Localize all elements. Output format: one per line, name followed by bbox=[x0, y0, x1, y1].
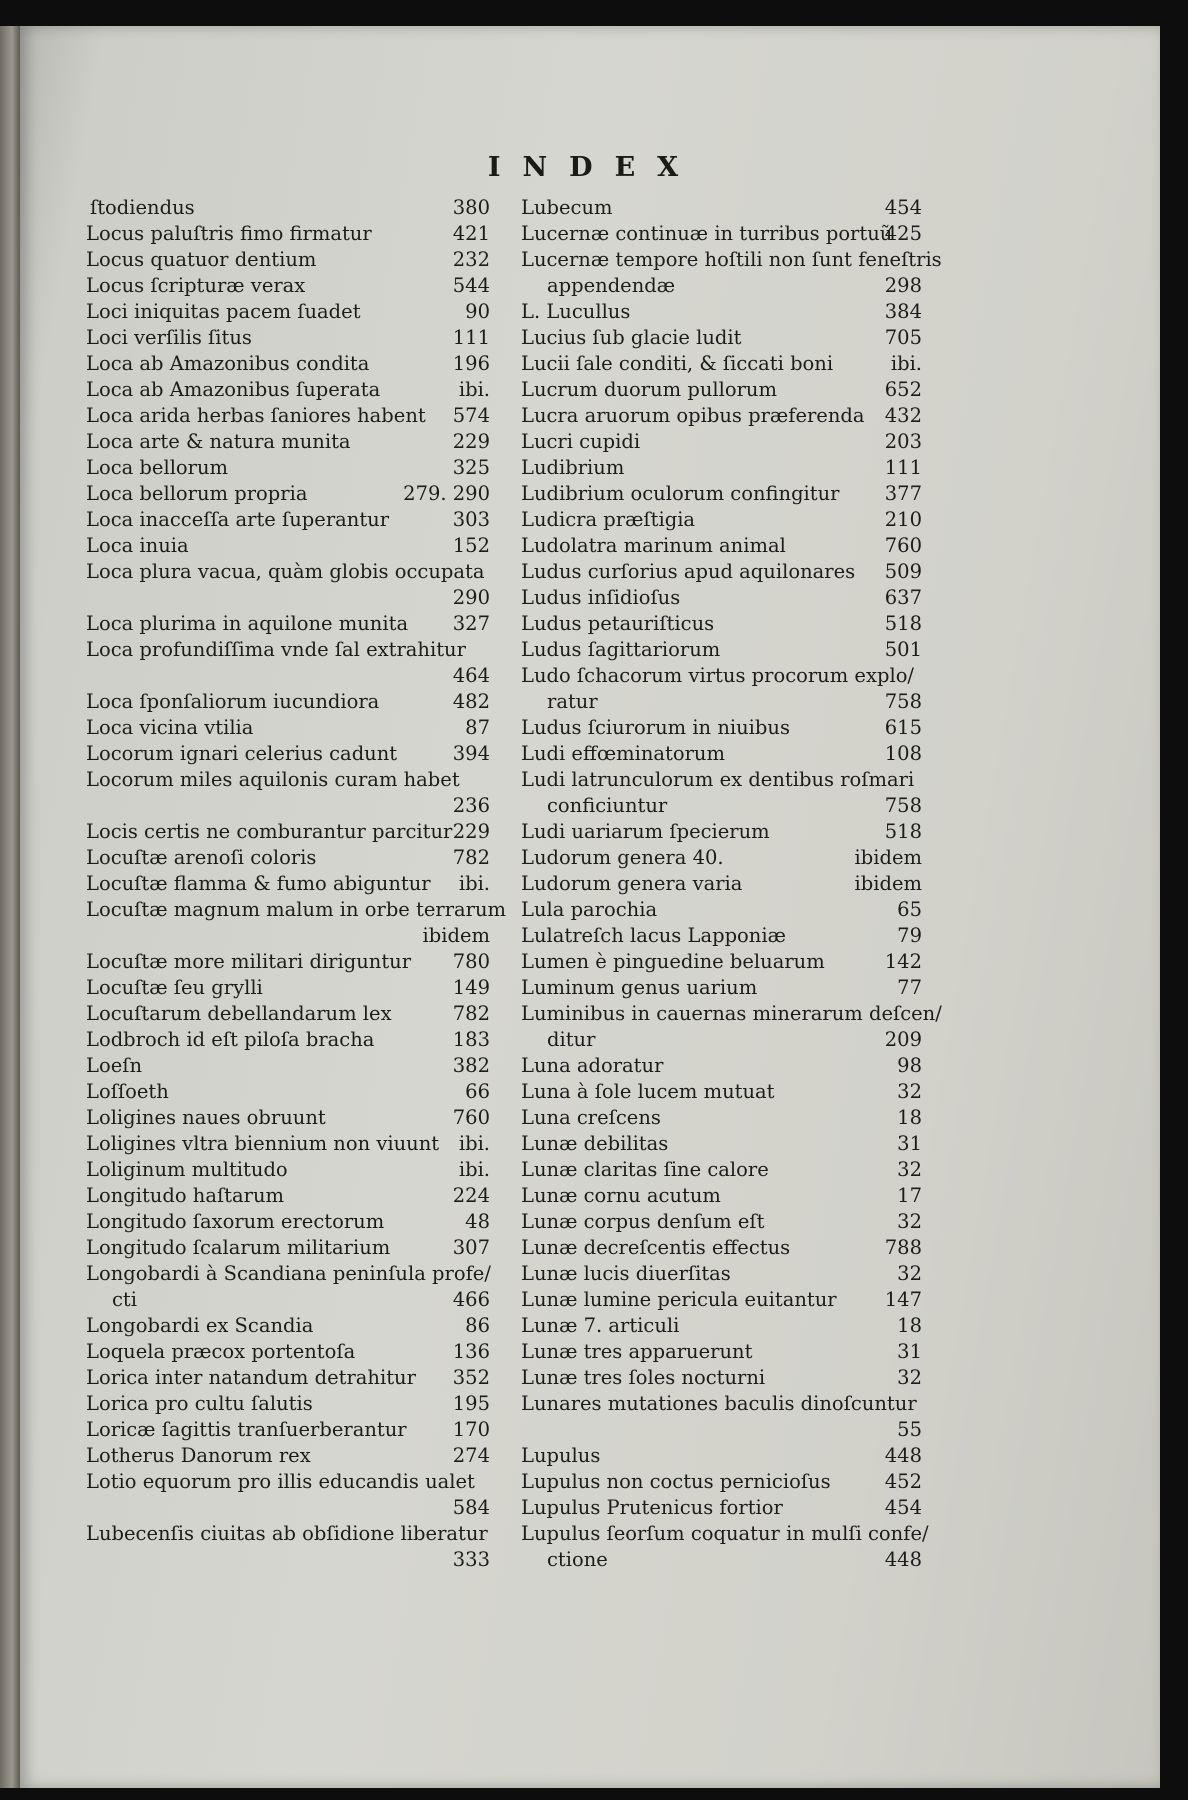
entry-term: Locus quatuor dentium bbox=[86, 248, 317, 271]
index-entry bbox=[521, 1235, 922, 1261]
entry-term: Ludus ſagittariorum bbox=[521, 638, 721, 661]
entry-term: Loligines vltra biennium non viuunt bbox=[86, 1132, 440, 1155]
entry-page: 111 bbox=[452, 326, 490, 349]
index-entry bbox=[86, 325, 490, 351]
entry-page: 32 bbox=[897, 1158, 922, 1181]
entry-term: Locuſtæ arenoſi coloris bbox=[86, 846, 317, 869]
entry-term: Loci iniquitas pacem ſuadet bbox=[86, 300, 361, 323]
index-entry bbox=[86, 455, 490, 481]
entry-term: Locuſtæ ſeu grylli bbox=[86, 976, 263, 999]
entry-term: Ludibrium bbox=[521, 456, 625, 479]
entry-page: 454 bbox=[884, 1496, 922, 1519]
index-entry bbox=[521, 1365, 922, 1391]
entry-term: Loliginum multitudo bbox=[86, 1158, 288, 1181]
entry-term: Loca inuia bbox=[86, 534, 189, 557]
index-entry bbox=[521, 611, 922, 637]
entry-page: 79 bbox=[897, 924, 922, 947]
index-entry bbox=[86, 897, 507, 949]
entry-page: 584 bbox=[452, 1496, 490, 1519]
entry-term: Lunæ tres apparuerunt bbox=[521, 1340, 753, 1363]
entry-page: 290 bbox=[452, 586, 490, 609]
entry-term: Lorica pro cultu ſalutis bbox=[86, 1392, 313, 1415]
index-entry bbox=[86, 1235, 490, 1261]
entry-term: Luna adoratur bbox=[521, 1054, 664, 1077]
index-entry bbox=[86, 1339, 490, 1365]
index-entry bbox=[86, 533, 490, 559]
index-entry bbox=[86, 949, 490, 975]
entry-term: Luna creſcens bbox=[521, 1106, 661, 1129]
entry-term: Longitudo haſtarum bbox=[86, 1184, 285, 1207]
entry-page: 31 bbox=[897, 1340, 922, 1363]
index-entry bbox=[521, 1157, 922, 1183]
entry-page: 518 bbox=[884, 820, 922, 843]
entry-page: ibidem bbox=[422, 924, 490, 947]
index-entry bbox=[521, 1053, 922, 1079]
index-entry bbox=[521, 1131, 922, 1157]
index-entry bbox=[86, 741, 490, 767]
entry-page: 229 bbox=[452, 430, 490, 453]
index-entry bbox=[86, 1105, 490, 1131]
index-entry bbox=[86, 689, 490, 715]
entry-page: 327 bbox=[452, 612, 490, 635]
entry-term: Luna à ſole lucem mutuat bbox=[521, 1080, 775, 1103]
entry-term: Ludicra præſtigia bbox=[521, 508, 696, 531]
entry-page: 86 bbox=[465, 1314, 490, 1337]
entry-page: 303 bbox=[452, 508, 490, 531]
index-entry bbox=[86, 1469, 490, 1521]
index-entry bbox=[86, 637, 490, 689]
index-entry bbox=[521, 741, 922, 767]
entry-page: 380 bbox=[452, 196, 490, 219]
entry-page: 574 bbox=[452, 404, 490, 427]
entry-term: Lodbroch id eſt piloſa bracha bbox=[86, 1028, 375, 1051]
entry-page: 32 bbox=[897, 1366, 922, 1389]
index-entry bbox=[521, 1183, 922, 1209]
entry-term: Lucius ſub glacie ludit bbox=[521, 326, 742, 349]
entry-term: Ludus inſidioſus bbox=[521, 586, 681, 609]
entry-term: Ludolatra marinum animal bbox=[521, 534, 786, 557]
index-entry bbox=[86, 1313, 490, 1339]
entry-term: Lucri cupidi bbox=[521, 430, 641, 453]
entry-page: 384 bbox=[884, 300, 922, 323]
entry-page: 307 bbox=[452, 1236, 490, 1259]
entry-page: 229 bbox=[452, 820, 490, 843]
entry-page: 758 bbox=[884, 690, 922, 713]
entry-page: 452 bbox=[884, 1470, 922, 1493]
entry-page: 224 bbox=[452, 1184, 490, 1207]
entry-term: Loci verſilis ſitus bbox=[86, 326, 252, 349]
index-entry bbox=[86, 819, 490, 845]
index-entry bbox=[521, 845, 922, 871]
entry-page: 509 bbox=[884, 560, 922, 583]
entry-term: Loricæ ſagittis tranſuerberantur bbox=[86, 1418, 407, 1441]
index-entry bbox=[86, 481, 490, 507]
entry-term: Ludi effœminatorum bbox=[521, 742, 725, 765]
entry-term: Loca ab Amazonibus condita bbox=[86, 352, 370, 375]
entry-term: Loca arida herbas ſaniores habent bbox=[86, 404, 426, 427]
index-entry bbox=[521, 507, 922, 533]
entry-term: Lupulus bbox=[521, 1444, 601, 1467]
entry-page: 615 bbox=[884, 716, 922, 739]
entry-term: Lumen è pinguedine beluarum bbox=[521, 950, 825, 973]
index-entry bbox=[86, 273, 490, 299]
index-entry bbox=[521, 585, 922, 611]
index-entry bbox=[86, 1365, 490, 1391]
entry-continuation: appendendæ bbox=[547, 274, 676, 297]
entry-page: 448 bbox=[884, 1548, 922, 1571]
index-column-left bbox=[86, 195, 507, 1573]
index-entry bbox=[521, 1391, 922, 1443]
entry-page: 236 bbox=[452, 794, 490, 817]
entry-page: ibi. bbox=[890, 352, 922, 375]
entry-term: Longobardi ex Scandia bbox=[86, 1314, 314, 1337]
index-entry bbox=[86, 1079, 490, 1105]
entry-page: 780 bbox=[452, 950, 490, 973]
index-entry bbox=[86, 299, 490, 325]
entry-term: Loca bellorum bbox=[86, 456, 229, 479]
index-entry bbox=[521, 715, 922, 741]
entry-term: Locuſtæ magnum malum in orbe terrarum bbox=[86, 898, 507, 921]
entry-term: Lupulus non coctus pernicioſus bbox=[521, 1470, 831, 1493]
index-entry bbox=[86, 247, 490, 273]
index-entry bbox=[521, 1521, 929, 1573]
entry-page: 501 bbox=[884, 638, 922, 661]
entry-page: 782 bbox=[452, 846, 490, 869]
entry-page: 32 bbox=[897, 1210, 922, 1233]
entry-page: 90 bbox=[465, 300, 490, 323]
entry-term: Ludus curſorius apud aquilonares bbox=[521, 560, 856, 583]
index-entry bbox=[521, 1001, 942, 1053]
entry-page: 432 bbox=[884, 404, 922, 427]
entry-term: Lula parochia bbox=[521, 898, 658, 921]
entry-page: 421 bbox=[452, 222, 490, 245]
index-entry bbox=[521, 247, 942, 299]
entry-term: Ludi uariarum ſpecierum bbox=[521, 820, 770, 843]
entry-page: 87 bbox=[465, 716, 490, 739]
index-column-right bbox=[521, 195, 942, 1573]
index-entry bbox=[521, 429, 922, 455]
entry-term: Lucrum duorum pullorum bbox=[521, 378, 777, 401]
entry-page: 18 bbox=[897, 1314, 922, 1337]
index-entry bbox=[521, 819, 922, 845]
entry-term: Ludi latrunculorum ex dentibus roſmari bbox=[521, 768, 915, 791]
entry-page: 209 bbox=[884, 1028, 922, 1051]
entry-term: Ludo ſchacorum virtus procorum explo/ bbox=[521, 664, 914, 687]
entry-page: 55 bbox=[897, 1418, 922, 1441]
entry-term: Loca bellorum propria bbox=[86, 482, 308, 505]
entry-term: Lunæ lucis diuerſitas bbox=[521, 1262, 731, 1285]
entry-term: Lotio equorum pro illis educandis ualet bbox=[86, 1470, 475, 1493]
index-entry bbox=[521, 1105, 922, 1131]
index-entry bbox=[86, 377, 490, 403]
entry-term: Loca vicina vtilia bbox=[86, 716, 254, 739]
entry-term: Loca ab Amazonibus ſuperata bbox=[86, 378, 381, 401]
entry-term: Loca profundiſſima vnde ſal extrahitur bbox=[86, 638, 466, 661]
entry-page: 77 bbox=[897, 976, 922, 999]
entry-term: Lulatreſch lacus Lapponiæ bbox=[521, 924, 786, 947]
entry-term: Ludorum genera varia bbox=[521, 872, 743, 895]
index-entry bbox=[86, 351, 490, 377]
index-entry bbox=[521, 1339, 922, 1365]
entry-page: 325 bbox=[452, 456, 490, 479]
entry-page: 147 bbox=[884, 1288, 922, 1311]
entry-term: Lunæ 7. articuli bbox=[521, 1314, 680, 1337]
entry-term: L. Lucullus bbox=[521, 300, 631, 323]
entry-page: 454 bbox=[884, 196, 922, 219]
entry-page: 382 bbox=[452, 1054, 490, 1077]
entry-page: 760 bbox=[452, 1106, 490, 1129]
page-title: INDEX bbox=[487, 152, 701, 183]
entry-continuation: conficiuntur bbox=[547, 794, 668, 817]
entry-page: 17 bbox=[897, 1184, 922, 1207]
entry-term: Lotherus Danorum rex bbox=[86, 1444, 311, 1467]
entry-term: Locorum miles aquilonis curam habet bbox=[86, 768, 460, 791]
entry-term: Loca arte & natura munita bbox=[86, 430, 351, 453]
index-entry bbox=[86, 1521, 490, 1573]
entry-continuation: ctione bbox=[547, 1548, 608, 1571]
entry-term: Lucii ſale conditi, & ſiccati boni bbox=[521, 352, 834, 375]
entry-page: 758 bbox=[884, 794, 922, 817]
index-entry bbox=[86, 975, 490, 1001]
index-entry bbox=[521, 871, 922, 897]
entry-term: Lupulus ſeorſum coquatur in mulſi confe/ bbox=[521, 1522, 929, 1545]
index-entry bbox=[86, 767, 490, 819]
entry-page: 425 bbox=[884, 222, 922, 245]
entry-page: 111 bbox=[884, 456, 922, 479]
entry-page: 788 bbox=[884, 1236, 922, 1259]
entry-term: Ludus ſciurorum in niuibus bbox=[521, 716, 790, 739]
entry-term: Loſſoeth bbox=[86, 1080, 169, 1103]
entry-page: 152 bbox=[452, 534, 490, 557]
entry-page: 352 bbox=[452, 1366, 490, 1389]
entry-page: 377 bbox=[884, 482, 922, 505]
entry-term: Loligines naues obruunt bbox=[86, 1106, 326, 1129]
index-entry bbox=[521, 1209, 922, 1235]
entry-term: Longitudo ſcalarum militarium bbox=[86, 1236, 391, 1259]
entry-term: Loquela præcox portentoſa bbox=[86, 1340, 356, 1363]
entry-page: 196 bbox=[452, 352, 490, 375]
entry-page: 195 bbox=[452, 1392, 490, 1415]
index-entry bbox=[86, 1443, 490, 1469]
index-entry bbox=[86, 1261, 490, 1313]
index-entry bbox=[521, 351, 922, 377]
entry-page: 66 bbox=[465, 1080, 490, 1103]
index-entry bbox=[86, 507, 490, 533]
index-entry bbox=[521, 975, 922, 1001]
index-entry bbox=[86, 1053, 490, 1079]
entry-page: 232 bbox=[452, 248, 490, 271]
entry-term: Lunæ decreſcentis effectus bbox=[521, 1236, 791, 1259]
index-entry bbox=[86, 1183, 490, 1209]
index-entry bbox=[86, 715, 490, 741]
entry-page: ibidem bbox=[854, 872, 922, 895]
index-entry bbox=[86, 559, 490, 611]
index-entry bbox=[86, 1027, 490, 1053]
entry-page: 32 bbox=[897, 1262, 922, 1285]
entry-term: ſtodiendus bbox=[90, 196, 195, 219]
entry-page: 149 bbox=[452, 976, 490, 999]
entry-page: 782 bbox=[452, 1002, 490, 1025]
index-entry bbox=[86, 221, 490, 247]
entry-term: Lunæ debilitas bbox=[521, 1132, 669, 1155]
index-entry bbox=[86, 403, 490, 429]
entry-page: 65 bbox=[897, 898, 922, 921]
index-entry bbox=[86, 1391, 490, 1417]
entry-page: ibi. bbox=[458, 1158, 490, 1181]
entry-page: 652 bbox=[884, 378, 922, 401]
entry-term: Lucernæ tempore hoſtili non ſunt feneſtris bbox=[521, 248, 942, 271]
entry-term: Lunares mutationes baculis dinoſcuntur bbox=[521, 1392, 917, 1415]
entry-continuation: ratur bbox=[547, 690, 598, 713]
entry-page: ibi. bbox=[458, 378, 490, 401]
entry-term: Lubecum bbox=[521, 196, 613, 219]
entry-term: Lunæ tres ſoles nocturni bbox=[521, 1366, 766, 1389]
entry-term: Lubecenſis ciuitas ab obſidione liberatur bbox=[86, 1522, 488, 1545]
entry-term: Loca inacceſſa arte ſuperantur bbox=[86, 508, 390, 531]
entry-page: 142 bbox=[884, 950, 922, 973]
entry-page: ibidem bbox=[854, 846, 922, 869]
entry-page: 482 bbox=[452, 690, 490, 713]
entry-page: 48 bbox=[465, 1210, 490, 1233]
index-entry bbox=[521, 533, 922, 559]
entry-page: 333 bbox=[452, 1548, 490, 1571]
entry-term: Lunæ cornu acutum bbox=[521, 1184, 721, 1207]
entry-page: 170 bbox=[452, 1418, 490, 1441]
entry-term: Longitudo ſaxorum erectorum bbox=[86, 1210, 385, 1233]
entry-term: Ludus petauriſticus bbox=[521, 612, 715, 635]
entry-continuation: ditur bbox=[547, 1028, 596, 1051]
entry-term: Lucra aruorum opibus præferenda bbox=[521, 404, 865, 427]
entry-term: Locus ſcripturæ verax bbox=[86, 274, 306, 297]
entry-page: 464 bbox=[452, 664, 490, 687]
entry-term: Locis certis ne comburantur parcitur bbox=[86, 820, 453, 843]
index-entry bbox=[521, 1469, 922, 1495]
entry-page: ibi. bbox=[458, 1132, 490, 1155]
entry-term: Ludorum genera 40. bbox=[521, 846, 724, 869]
index-entry bbox=[86, 1209, 490, 1235]
entry-term: Lorica inter natandum detrahitur bbox=[86, 1366, 416, 1389]
entry-page: 760 bbox=[884, 534, 922, 557]
index-entry bbox=[521, 1079, 922, 1105]
index-entry bbox=[86, 845, 490, 871]
entry-page: 448 bbox=[884, 1444, 922, 1467]
entry-page: 637 bbox=[884, 586, 922, 609]
index-entry bbox=[86, 1417, 490, 1443]
index-entry bbox=[521, 1287, 922, 1313]
index-entry bbox=[521, 403, 922, 429]
index-entry bbox=[86, 195, 490, 221]
entry-page: 98 bbox=[897, 1054, 922, 1077]
index-entry bbox=[86, 1131, 490, 1157]
entry-page: 203 bbox=[884, 430, 922, 453]
entry-page: 18 bbox=[897, 1106, 922, 1129]
entry-term: Lunæ corpus denſum eſt bbox=[521, 1210, 765, 1233]
entry-page: 210 bbox=[884, 508, 922, 531]
entry-term: Locuſtæ flamma & fumo abiguntur bbox=[86, 872, 431, 895]
index-entry bbox=[86, 871, 490, 897]
entry-page: 183 bbox=[452, 1028, 490, 1051]
entry-page: 32 bbox=[897, 1080, 922, 1103]
page-edge-left bbox=[0, 26, 20, 1788]
entry-page: ibi. bbox=[458, 872, 490, 895]
entry-page: 136 bbox=[452, 1340, 490, 1363]
entry-term: Lunæ lumine pericula euitantur bbox=[521, 1288, 837, 1311]
entry-term: Longobardi à Scandiana peninſula profe/ bbox=[86, 1262, 491, 1285]
entry-page: 705 bbox=[884, 326, 922, 349]
entry-term: Lucernæ continuæ in turribus portuũ bbox=[521, 222, 893, 245]
entry-term: Loca plura vacua, quàm globis occupata bbox=[86, 560, 485, 583]
index-entry bbox=[521, 923, 922, 949]
entry-page: 31 bbox=[897, 1132, 922, 1155]
entry-term: Locuſtarum debellandarum lex bbox=[86, 1002, 392, 1025]
entry-term: Luminum genus uarium bbox=[521, 976, 758, 999]
index-entry bbox=[521, 221, 922, 247]
entry-term: Lupulus Prutenicus fortior bbox=[521, 1496, 783, 1519]
index-entry bbox=[86, 1001, 490, 1027]
index-entry bbox=[521, 481, 922, 507]
index-entry bbox=[521, 637, 922, 663]
index-entry bbox=[521, 1495, 922, 1521]
index-entry bbox=[521, 949, 922, 975]
entry-term: Loca ſponſaliorum iucundiora bbox=[86, 690, 380, 713]
index-entry bbox=[521, 663, 922, 715]
entry-page: 279. 290 bbox=[403, 482, 490, 505]
entry-term: Loeſn bbox=[86, 1054, 143, 1077]
index-entry bbox=[521, 299, 922, 325]
index-entry bbox=[521, 1261, 922, 1287]
index-entry bbox=[86, 1157, 490, 1183]
entry-page: 108 bbox=[884, 742, 922, 765]
entry-term: Locus paluſtris fimo firmatur bbox=[86, 222, 372, 245]
entry-continuation: cti bbox=[112, 1288, 137, 1311]
index-entry bbox=[521, 195, 922, 221]
index-entry bbox=[521, 767, 922, 819]
entry-term: Loca plurima in aquilone munita bbox=[86, 612, 409, 635]
index-entry bbox=[521, 897, 922, 923]
index-entry bbox=[521, 377, 922, 403]
entry-term: Locorum ignari celerius cadunt bbox=[86, 742, 398, 765]
index-entry bbox=[521, 455, 922, 481]
entry-term: Ludibrium oculorum confingitur bbox=[521, 482, 840, 505]
entry-term: Lunæ claritas ſine calore bbox=[521, 1158, 769, 1181]
entry-page: 544 bbox=[452, 274, 490, 297]
entry-page: 298 bbox=[884, 274, 922, 297]
entry-term: Locuſtæ more militari diriguntur bbox=[86, 950, 412, 973]
index-entry bbox=[521, 1313, 922, 1339]
entry-page: 466 bbox=[452, 1288, 490, 1311]
entry-term: Luminibus in cauernas minerarum deſcen/ bbox=[521, 1002, 942, 1025]
entry-page: 274 bbox=[452, 1444, 490, 1467]
index-entry bbox=[86, 611, 490, 637]
entry-page: 394 bbox=[452, 742, 490, 765]
index-entry bbox=[521, 325, 922, 351]
index-entry bbox=[86, 429, 490, 455]
index-entry bbox=[521, 559, 922, 585]
index-entry bbox=[521, 1443, 922, 1469]
entry-page: 518 bbox=[884, 612, 922, 635]
